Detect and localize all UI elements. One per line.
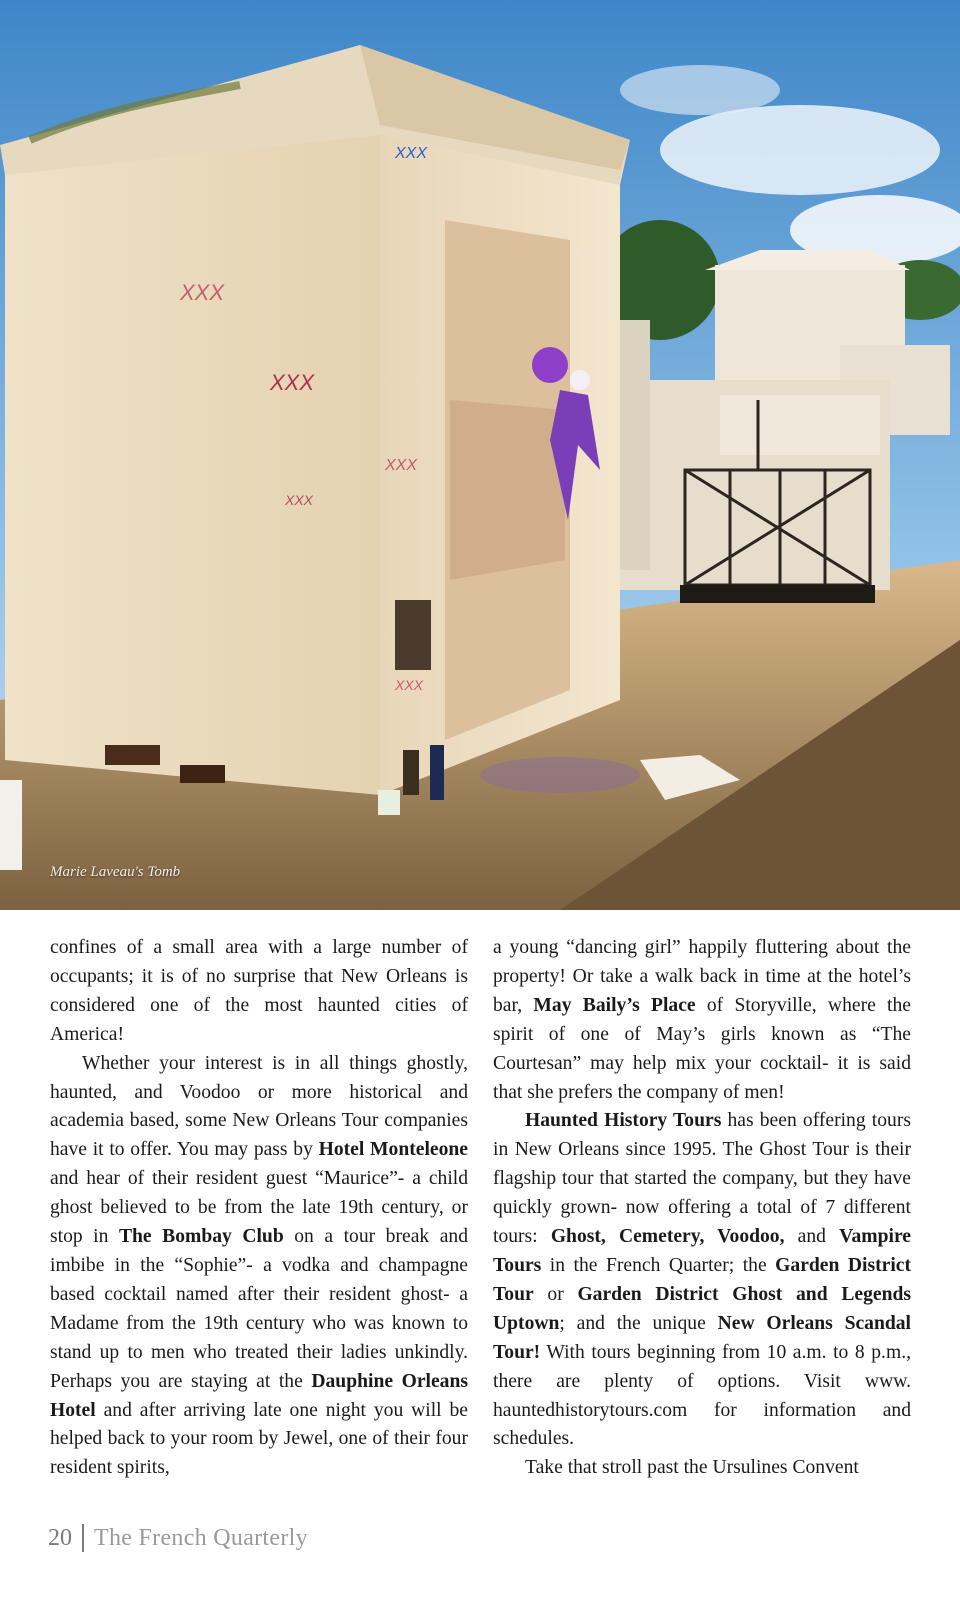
tomb-mark: XXX xyxy=(270,370,315,395)
company-name: Haunted History Tours xyxy=(525,1110,722,1132)
text-run: a young “dancing girl” happily fluttering about the property! Or take a walk back in time at the hotel’s bar, xyxy=(493,937,911,1016)
tour-name: Ghost, Cemetery, Voodoo, xyxy=(550,1226,785,1248)
tour-name: Garden District Tour xyxy=(493,1254,911,1305)
photo-caption: Marie Laveau's Tomb xyxy=(50,864,181,880)
article-paragraph xyxy=(50,1050,468,1484)
text-run: and xyxy=(784,1226,840,1248)
tour-name: New Orleans Scandal Tour! xyxy=(493,1312,911,1363)
text-run: and after arriving late one night you will be helped back to your room by Jewel, one of their four resident spirits, xyxy=(50,1399,468,1479)
article-paragraph: Take that stroll past the Ursulines Convent xyxy=(525,1457,859,1479)
text-run: on a tour break and imbibe in the “Sophie”- a vodka and champagne based cocktail named after their resident ghost- a Madame from the 19th century who was known to stand up to men who treated their ladies unkindly. Perhaps you are staying at the xyxy=(50,1226,468,1392)
text-run: or xyxy=(533,1283,578,1305)
magazine-title: The French Quarterly xyxy=(94,1524,308,1551)
text-run: ; and the unique xyxy=(559,1312,718,1334)
article-paragraph xyxy=(493,934,911,1107)
footer-divider xyxy=(82,1524,84,1552)
tour-name: Vampire Tours xyxy=(493,1226,911,1276)
tour-name: Garden District Ghost and Legends Uptown xyxy=(493,1283,911,1334)
article-column-right xyxy=(493,934,911,1483)
text-run: and hear of their resident guest “Maurice”- a child ghost believed to be from the late 19th century, or stop in xyxy=(50,1168,468,1248)
article-paragraph: confines of a small area with a large number of occupants; it is of no surprise that New Orleans is considered one of the most haunted cities of America! xyxy=(50,937,468,1045)
article-paragraph xyxy=(493,1107,911,1454)
text-run: in the French Quarter; the xyxy=(541,1254,776,1276)
tomb-mark: XXX xyxy=(395,145,428,162)
venue-name: Hotel Monteleone xyxy=(318,1139,468,1161)
tomb-mark: XXX xyxy=(180,280,225,305)
text-run: Whether your interest is in all things ghostly, haunted, and Voodoo or more historical and academia based, some New Orleans Tour companies have it to offer. You may pass by xyxy=(50,1052,468,1161)
tomb-mark: XXX xyxy=(385,457,418,474)
text-run: has been offering tours in New Orleans since 1995. The Ghost Tour is their flagship tour that started the company, but they have quickly grown- now offering a total of 7 different tours: xyxy=(493,1110,911,1248)
page-number: 20 xyxy=(48,1524,72,1551)
tomb-mark: XXX xyxy=(395,677,424,693)
venue-name: The Bombay Club xyxy=(118,1226,284,1248)
venue-name: May Baily’s Place xyxy=(533,994,696,1016)
venue-name: Dauphine Orleans Hotel xyxy=(50,1370,468,1421)
tomb-mark: XXX xyxy=(285,492,314,508)
text-run: With tours beginning from 10 a.m. to 8 p.m., there are plenty of options. Visit www. hauntedhistorytours.com for information and schedules. xyxy=(493,1341,911,1450)
article-column-left xyxy=(50,934,468,1483)
text-run: of Storyville, where the spirit of one of May’s girls known as “The Courtesan” may help mix your cocktail- it is said that she prefers the company of men! xyxy=(493,994,911,1103)
page-footer xyxy=(48,1524,308,1552)
